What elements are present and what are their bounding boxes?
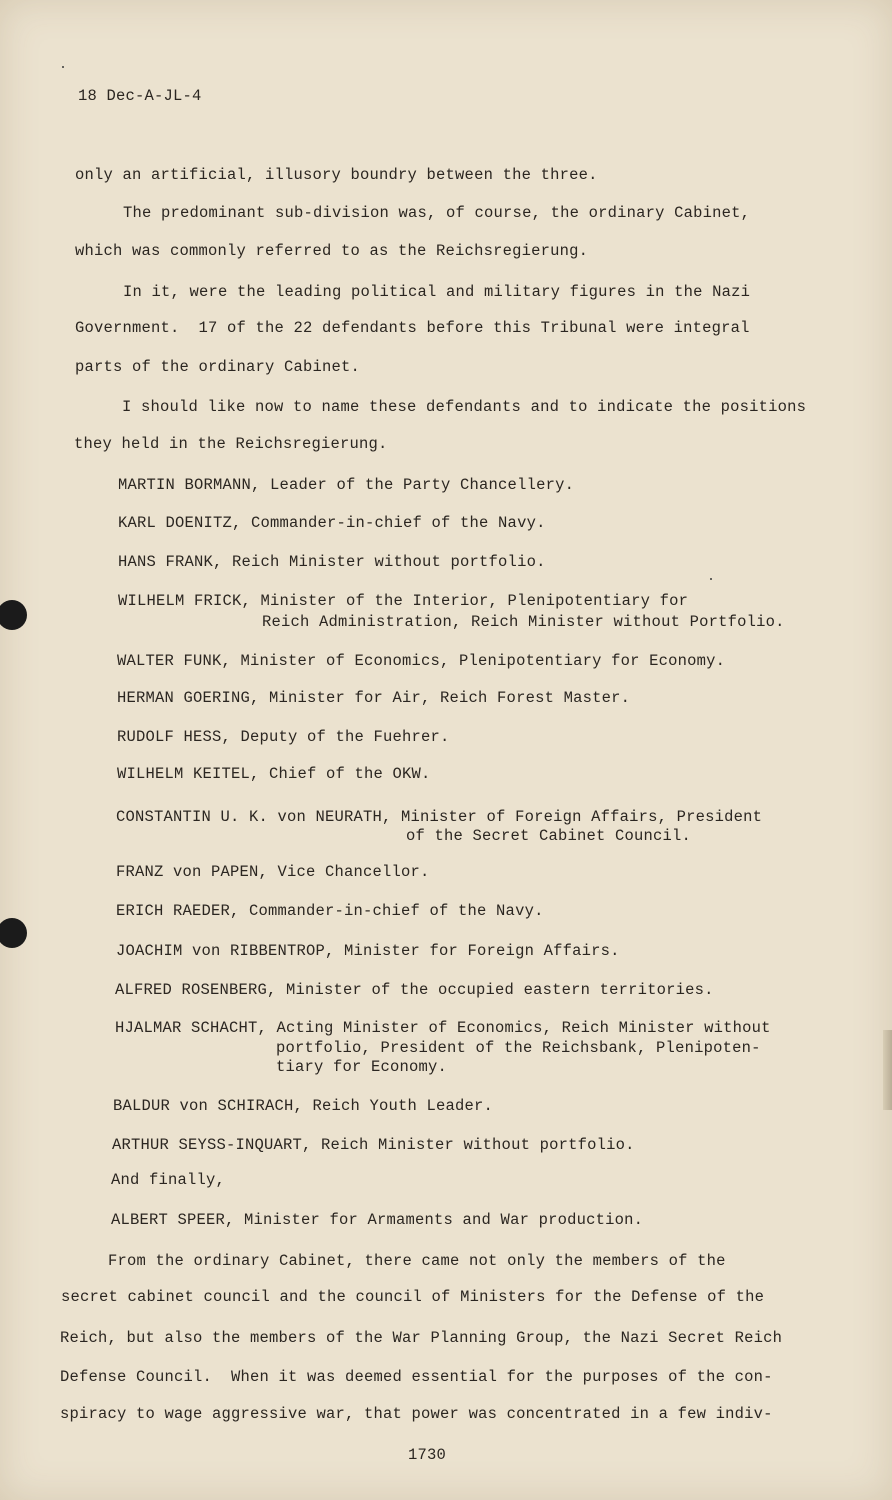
defendant-entry-continued: tiary for Economy. — [276, 1058, 448, 1076]
defendant-entry-continued: Reich Administration, Reich Minister without Portfolio. — [262, 613, 785, 631]
defendant-entry: JOACHIM von RIBBENTROP, Minister for Foreign Affairs. — [116, 942, 620, 960]
text-line: Government. 17 of the 22 defendants before this Tribunal were integral — [75, 319, 750, 337]
page-number: 1730 — [408, 1446, 447, 1464]
paper-edge — [883, 1030, 892, 1110]
defendant-entry: WILHELM FRICK, Minister of the Interior, Plenipotentiary for — [118, 592, 689, 610]
page-header: 18 Dec-A-JL-4 — [78, 87, 202, 105]
defendant-entry-continued: portfolio, President of the Reichsbank, Plenipoten- — [276, 1039, 761, 1057]
defendant-entry: ERICH RAEDER, Commander-in-chief of the Navy. — [116, 902, 544, 920]
defendant-entry: HERMAN GOERING, Minister for Air, Reich Forest Master. — [117, 689, 631, 707]
text-line: The predominant sub-division was, of course, the ordinary Cabinet, — [123, 204, 751, 222]
text-line: secret cabinet council and the council of Ministers for the Defense of the — [61, 1288, 765, 1306]
defendant-entry: HANS FRANK, Reich Minister without portfolio. — [118, 553, 546, 571]
defendant-entry: RUDOLF HESS, Deputy of the Fuehrer. — [117, 728, 450, 746]
defendant-entry: KARL DOENITZ, Commander-in-chief of the Navy. — [118, 514, 546, 532]
text-line: parts of the ordinary Cabinet. — [75, 358, 361, 376]
text-line: From the ordinary Cabinet, there came not only the members of the — [108, 1252, 726, 1270]
text-line: spiracy to wage aggressive war, that power was concentrated in a few indiv- — [60, 1405, 773, 1423]
paper-speck — [62, 66, 64, 68]
punch-hole — [0, 918, 27, 948]
defendant-entry: ARTHUR SEYSS-INQUART, Reich Minister without portfolio. — [112, 1136, 635, 1154]
text-line: they held in the Reichsregierung. — [74, 435, 388, 453]
defendant-entry: ALFRED ROSENBERG, Minister of the occupied eastern territories. — [115, 981, 714, 999]
text-line: I should like now to name these defendants and to indicate the positions — [122, 398, 807, 416]
paper-speck — [710, 578, 712, 580]
defendant-entry: CONSTANTIN U. K. von NEURATH, Minister of Foreign Affairs, President — [116, 808, 763, 826]
text-line: Defense Council. When it was deemed essential for the purposes of the con- — [60, 1368, 773, 1386]
text-line: which was commonly referred to as the Reichsregierung. — [75, 242, 589, 260]
defendant-entry: HJALMAR SCHACHT, Acting Minister of Economics, Reich Minister without — [115, 1019, 771, 1037]
defendant-entry: BALDUR von SCHIRACH, Reich Youth Leader. — [113, 1097, 494, 1115]
defendant-entry: WILHELM KEITEL, Chief of the OKW. — [117, 765, 431, 783]
defendant-entry-continued: of the Secret Cabinet Council. — [406, 827, 692, 845]
defendant-entry: MARTIN BORMANN, Leader of the Party Chancellery. — [118, 476, 575, 494]
text-line: Reich, but also the members of the War Planning Group, the Nazi Secret Reich — [60, 1329, 783, 1347]
text-line: In it, were the leading political and military figures in the Nazi — [123, 283, 751, 301]
defendant-entry: FRANZ von PAPEN, Vice Chancellor. — [116, 863, 430, 881]
punch-hole — [0, 600, 27, 630]
text-line: only an artificial, illusory boundry between the three. — [75, 166, 598, 184]
defendant-entry: WALTER FUNK, Minister of Economics, Plenipotentiary for Economy. — [117, 652, 726, 670]
defendant-entry: ALBERT SPEER, Minister for Armaments and War production. — [111, 1211, 644, 1229]
text-line: And finally, — [111, 1171, 226, 1189]
